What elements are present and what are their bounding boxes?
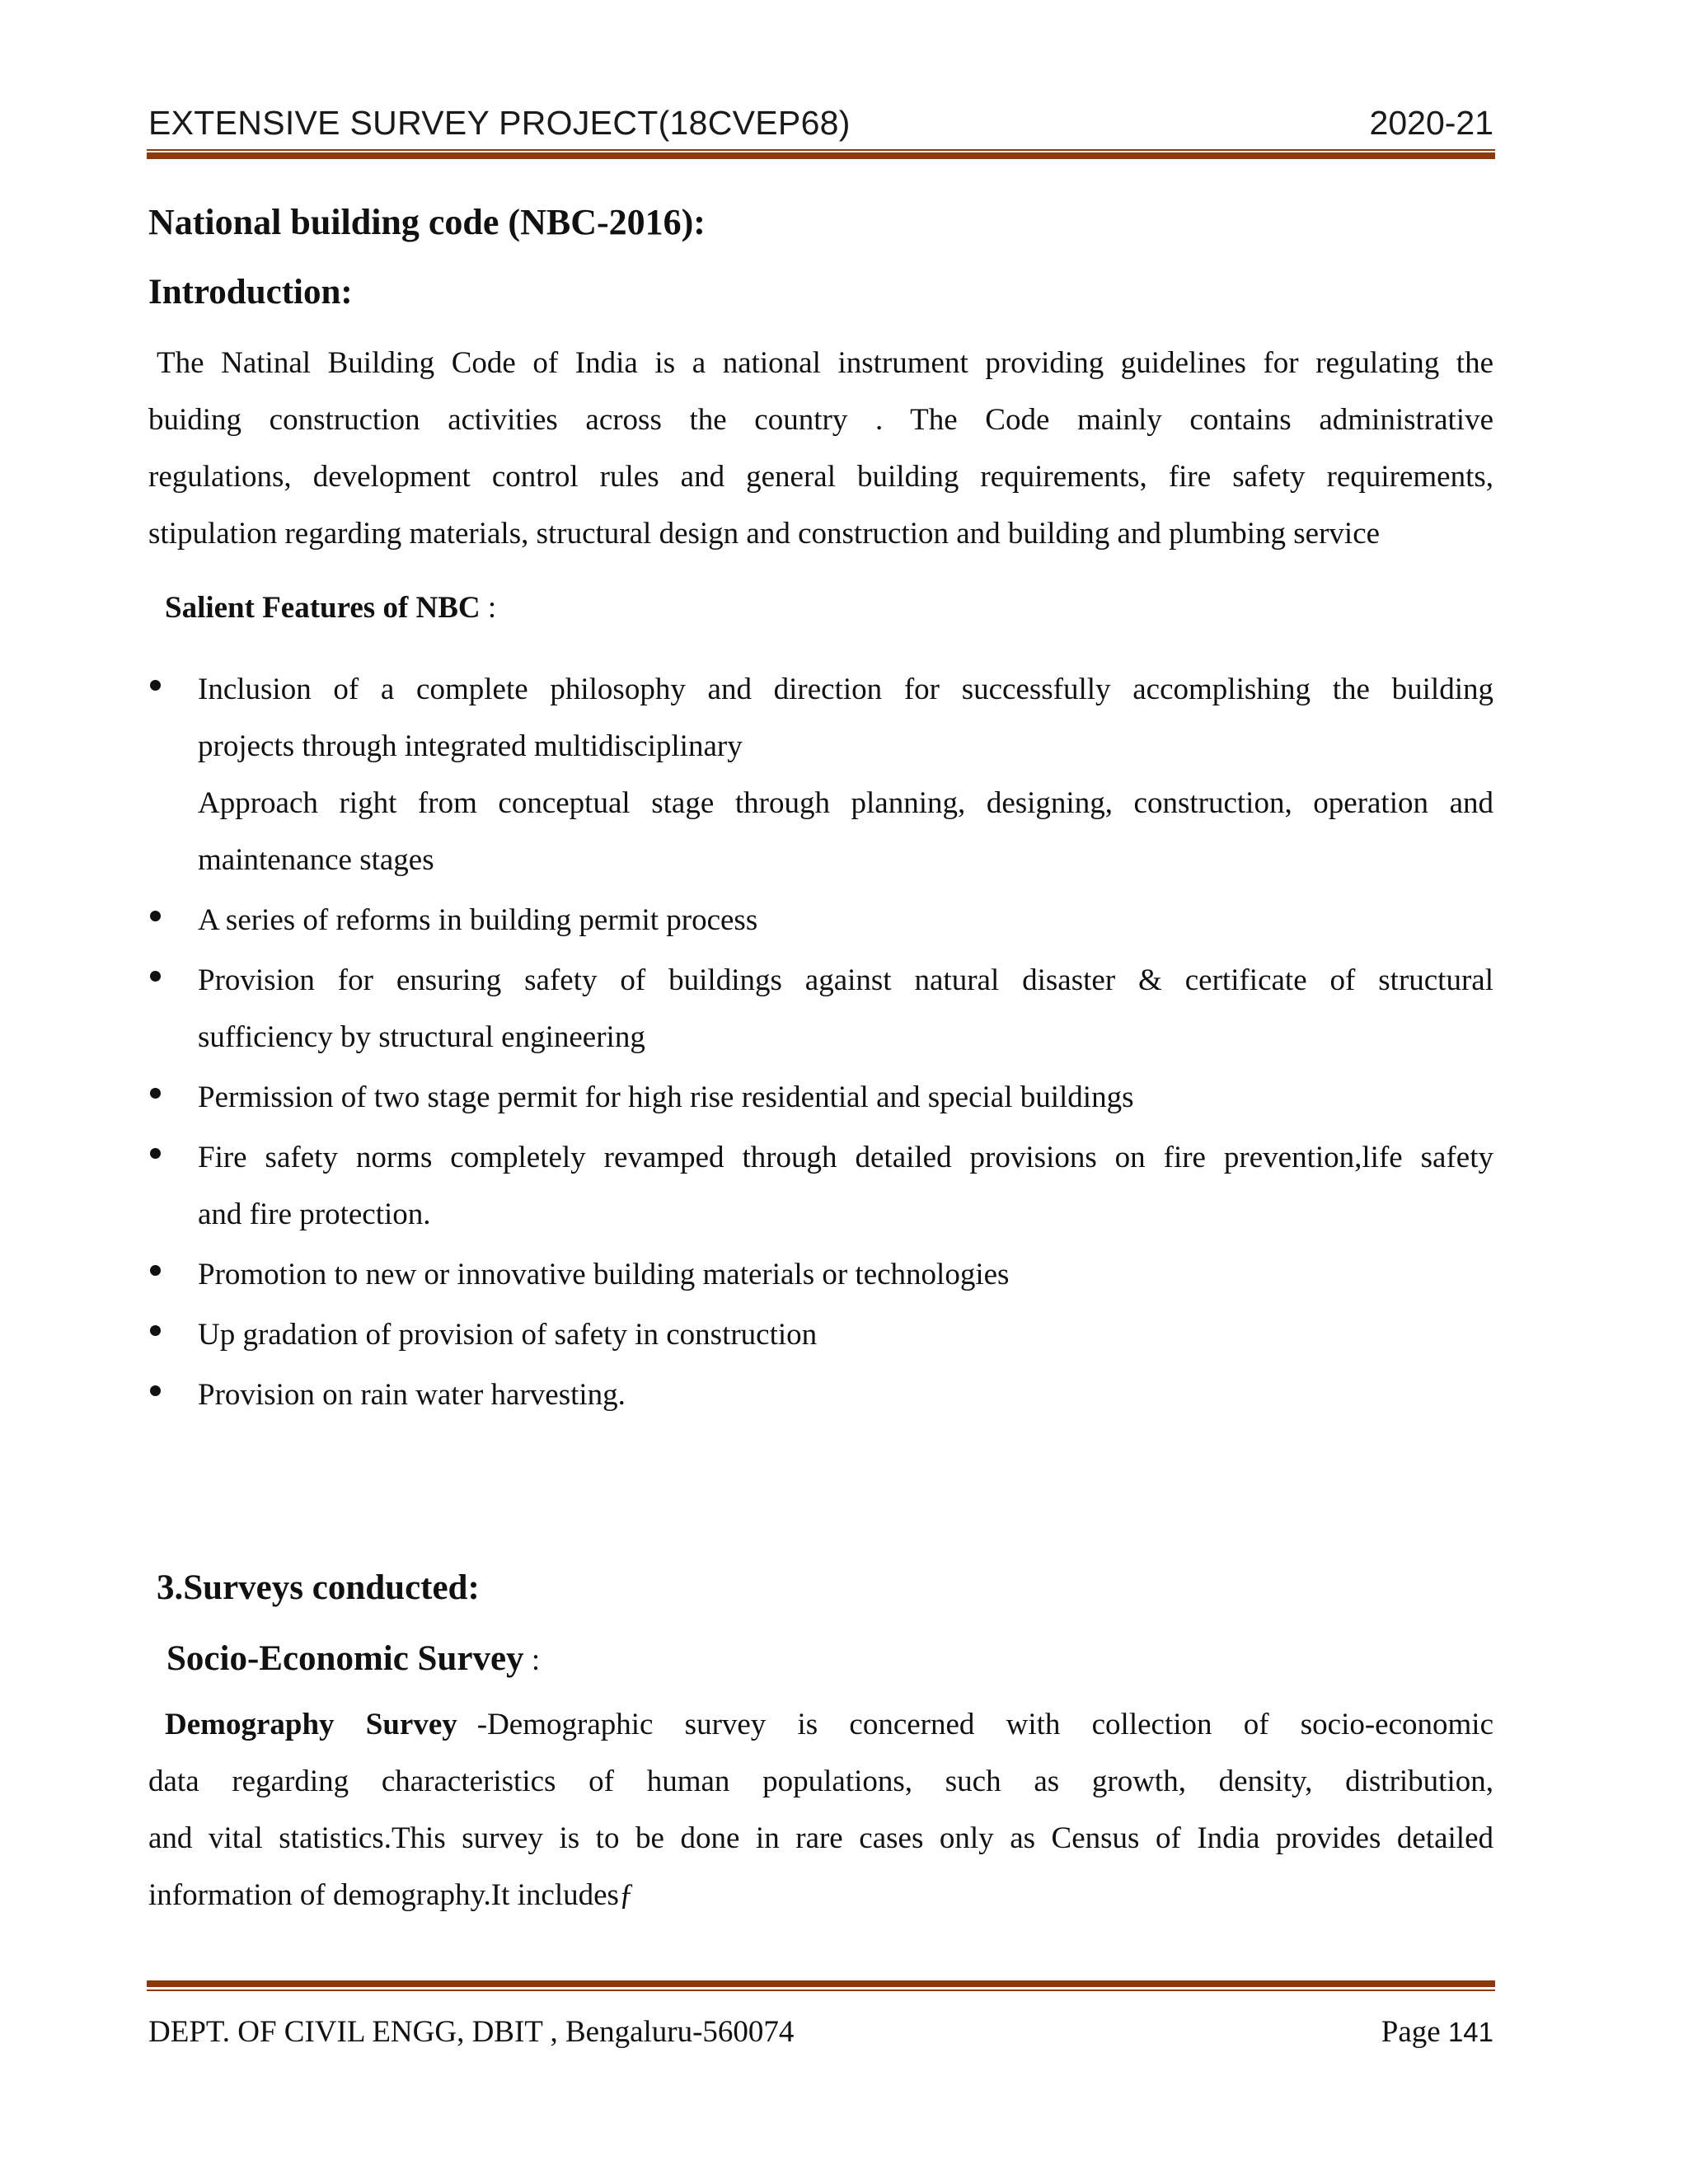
nbc-title: National building code (NBC-2016): — [148, 202, 706, 242]
list-item — [148, 1246, 1493, 1303]
list-item-line: Inclusion of a complete philosophy and direction for successfully accomplishing the building — [198, 673, 1493, 706]
socio-economic-colon: : — [523, 1643, 541, 1677]
list-item-line: sufficiency by structural engineering — [198, 1020, 645, 1054]
surveys-heading: 3.Surveys conducted: — [157, 1568, 480, 1607]
demography-line: data regarding characteristics of human populations, such as growth, density, distribution, — [148, 1765, 1493, 1798]
demography-line: and vital statistics.This survey is to be done in rare cases only as Census of India provides detailed — [148, 1821, 1493, 1855]
bullet-icon — [150, 680, 161, 691]
salient-features-heading — [165, 590, 496, 626]
header-project-title: EXTENSIVE SURVEY PROJECT(18CVEP68) — [148, 104, 851, 142]
demography-survey-label: Demography Survey — [165, 1708, 457, 1741]
intro-line: buiding construction activities across the country . The Code mainly contains administrative — [148, 403, 1493, 437]
list-item-line: maintenance stages — [198, 843, 434, 877]
footer-rule-thin — [147, 1990, 1495, 1991]
demography-text: -Demographic survey is concerned with collection of socio-economic — [476, 1708, 1493, 1741]
bullet-icon — [150, 911, 161, 921]
demography-line: information of demography.It includesƒ — [148, 1878, 635, 1912]
footer-department: DEPT. OF CIVIL ENGG, DBIT , Bengaluru-560074 — [148, 2015, 795, 2049]
salient-features-label: Salient Features of NBC — [165, 591, 481, 625]
demography-paragraph — [148, 1696, 1493, 1924]
footer-page-label: Page — [1381, 2015, 1441, 2049]
footer-rule-thick — [147, 1980, 1495, 1987]
list-item — [148, 1129, 1493, 1243]
list-item — [148, 892, 1493, 949]
list-item-line: Provision on rain water harvesting. — [198, 1378, 626, 1412]
bullet-icon — [150, 1385, 161, 1396]
demography-line — [148, 1696, 1493, 1753]
list-item-line: Up gradation of provision of safety in construction — [198, 1318, 818, 1352]
header-rule-thin — [147, 149, 1495, 151]
list-item-line: A series of reforms in building permit process — [198, 903, 758, 937]
header-rule-thick — [147, 152, 1495, 159]
salient-features-list — [148, 661, 1493, 1423]
salient-features-colon: : — [480, 591, 497, 625]
bullet-icon — [150, 1325, 161, 1336]
list-item-line: and fire protection. — [198, 1197, 431, 1231]
intro-heading: Introduction: — [148, 273, 353, 312]
list-item-line: projects through integrated multidisciplinary — [198, 729, 743, 763]
intro-line: stipulation regarding materials, structural design and construction and building and plumbing service — [148, 517, 1381, 551]
intro-line: regulations, development control rules and general building requirements, fire safety requirements, — [148, 460, 1493, 494]
socio-economic-heading — [166, 1638, 540, 1679]
list-item — [148, 1366, 1493, 1423]
bullet-icon — [150, 1088, 161, 1099]
intro-paragraph — [148, 335, 1493, 562]
list-item-line: Fire safety norms completely revamped through detailed provisions on fire prevention,life safety — [198, 1141, 1493, 1174]
page-footer — [148, 2009, 1493, 2059]
footer-page-number: 141 — [1447, 2017, 1493, 2047]
list-item — [148, 661, 1493, 888]
footer-page — [1381, 2014, 1493, 2050]
list-item — [148, 952, 1493, 1066]
list-item-line: Approach right from conceptual stage through planning, designing, construction, operation and — [198, 786, 1493, 820]
page-header — [148, 97, 1493, 147]
list-item-line: Provision for ensuring safety of buildings against natural disaster & certificate of structural — [198, 963, 1493, 997]
list-item — [148, 1069, 1493, 1126]
intro-line: The Natinal Building Code of India is a national instrument providing guidelines for regulating the — [157, 346, 1493, 380]
bullet-icon — [150, 1265, 161, 1276]
list-item — [148, 1306, 1493, 1363]
list-item-line: Permission of two stage permit for high rise residential and special buildings — [198, 1080, 1134, 1114]
socio-economic-label: Socio-Economic Survey — [166, 1639, 524, 1678]
bullet-icon — [150, 1148, 161, 1159]
bullet-icon — [150, 971, 161, 982]
header-year: 2020-21 — [1369, 104, 1493, 142]
list-item-line: Promotion to new or innovative building materials or technologies — [198, 1258, 1010, 1291]
